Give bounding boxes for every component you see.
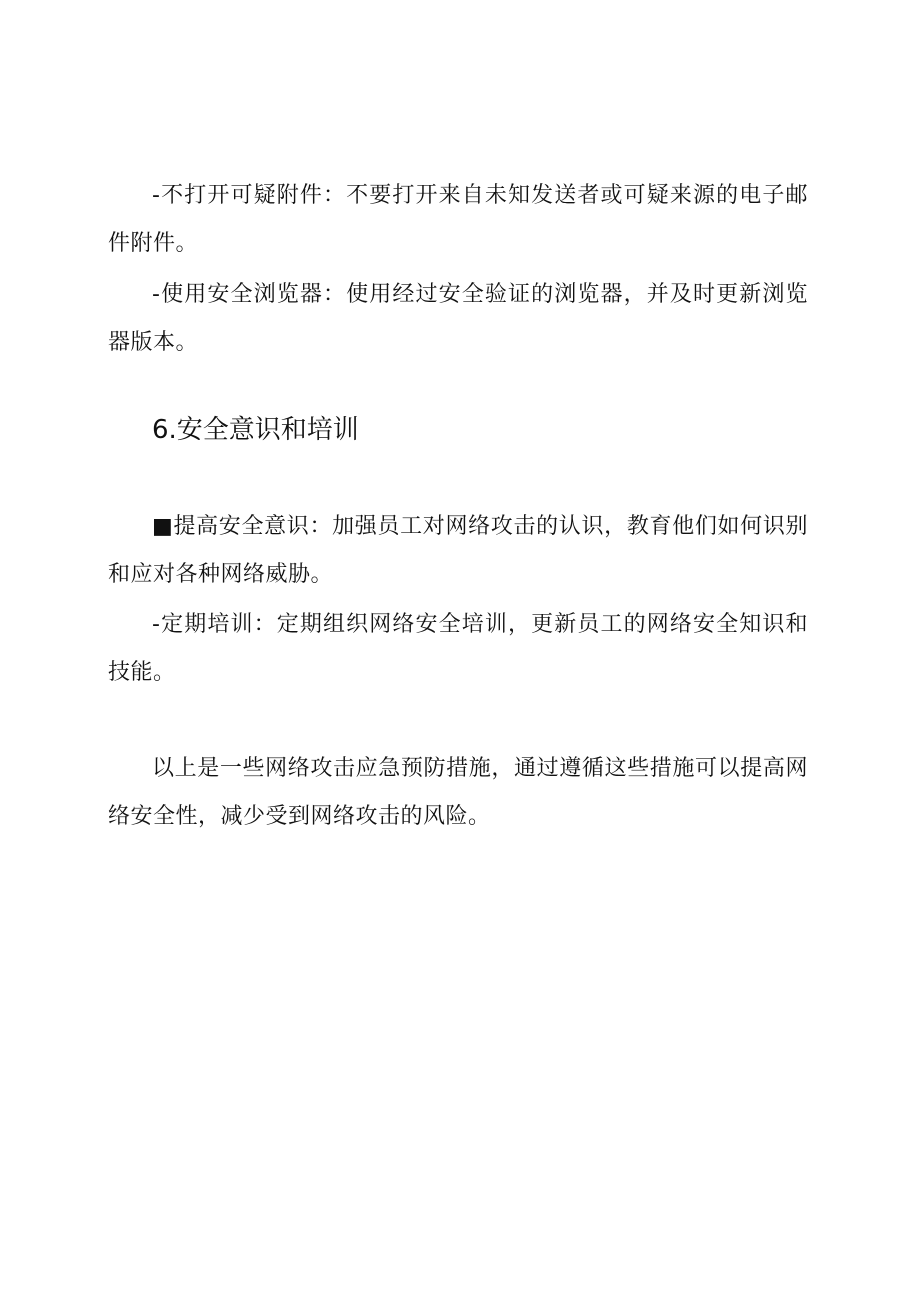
section-heading: 6.安全意识和培训 bbox=[152, 415, 359, 445]
paragraph-regular-training: -定期培训：定期组织网络安全培训，更新员工的网络安全知识和技能。 bbox=[108, 612, 808, 685]
paragraph-security-awareness: ■提高安全意识：加强员工对网络攻击的认识，教育他们如何识别和应对各种网络威胁。 bbox=[108, 514, 808, 587]
paragraph-suspicious-attachments: -不打开可疑附件：不要打开来自未知发送者或可疑来源的电子邮件附件。 bbox=[108, 183, 808, 256]
paragraph-conclusion: 以上是一些网络攻击应急预防措施，通过遵循这些措施可以提高网络安全性，减少受到网络攻击的风险。 bbox=[108, 756, 808, 829]
paragraph-secure-browser: -使用安全浏览器：使用经过安全验证的浏览器，并及时更新浏览器版本。 bbox=[108, 282, 808, 355]
